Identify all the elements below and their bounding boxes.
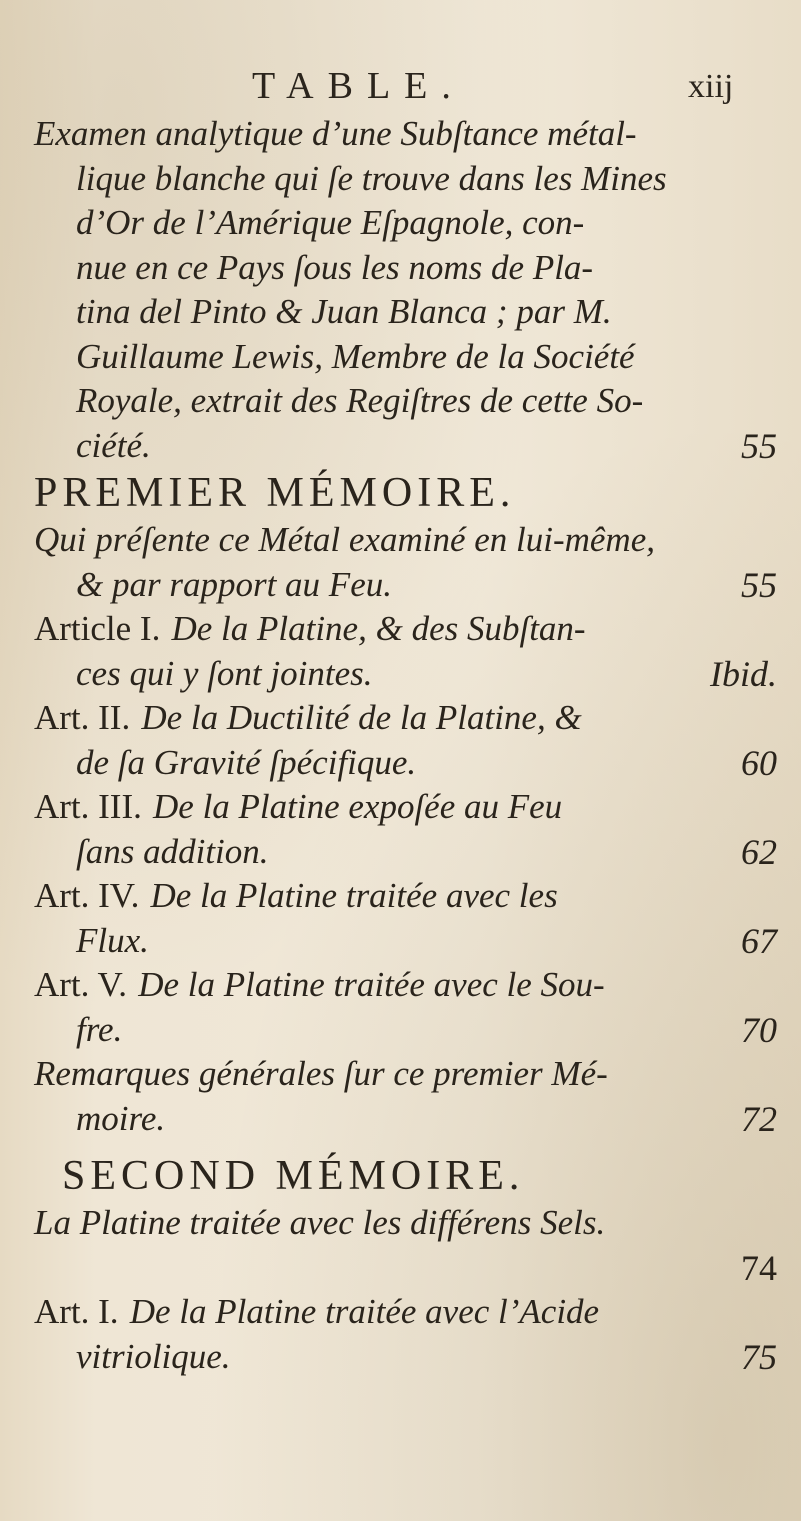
toc-entry-memoir1-intro [0, 518, 801, 607]
entry-line-text: ciété. [76, 425, 151, 465]
entry-page-number: 74 [741, 1247, 777, 1288]
entry-line-text: De la Platine traitée avec l’Acide [129, 1292, 600, 1331]
entry-line: Examen analytique d’une Subſtance métal- [34, 114, 637, 153]
toc-entry-article-5 [0, 963, 801, 1052]
toc-entry-article-1 [0, 607, 801, 696]
entry-line-text: De la Ductilité de la Platine, & [141, 698, 582, 737]
entry-page-number: 55 [741, 564, 777, 605]
entry-page-number: 75 [741, 1336, 777, 1377]
toc-entry-memoir2-article-1 [0, 1290, 801, 1379]
entry-line: Royale, extrait des Regiſtres de cette So- [76, 381, 644, 420]
entry-page-number: 67 [741, 920, 777, 961]
entry-line [0, 963, 801, 1008]
entry-page-number: 62 [741, 831, 777, 872]
memoir-heading-first: PREMIER MÉMOIRE. [34, 470, 516, 516]
entry-page-number: 55 [741, 425, 777, 466]
entry-page-number: 72 [741, 1098, 777, 1139]
article-label: Article I. [34, 609, 161, 648]
entry-line-text: De la Platine, & des Subſtan- [171, 609, 586, 648]
entry-line-text: fre. [76, 1009, 123, 1049]
entry-line [0, 830, 801, 875]
entry-line: tina del Pinto & Juan Blanca ; par M. [76, 292, 612, 331]
entry-line: d’Or de l’Amérique Eſpagnole, con- [76, 203, 585, 242]
entry-line-text: & par rapport au Feu. [76, 564, 392, 604]
toc-entry-article-2 [0, 696, 801, 785]
entry-page-number: 70 [741, 1009, 777, 1050]
running-title: TABLE. [252, 65, 465, 107]
entry-line-text: Flux. [76, 920, 149, 960]
entry-line-text: de ſa Gravité ſpécifique. [76, 742, 417, 782]
entry-line: La Platine traitée avec les différens Sels. [34, 1203, 606, 1242]
entry-line [0, 1097, 801, 1142]
article-label: Art. II. [34, 698, 131, 737]
memoir-heading-second: SECOND MÉMOIRE. [62, 1153, 525, 1199]
entry-line [0, 919, 801, 964]
entry-page-number: 60 [741, 742, 777, 783]
entry-line [0, 424, 801, 469]
entry-line [0, 696, 801, 741]
page-number: xiij [688, 68, 734, 105]
entry-line [0, 741, 801, 786]
entry-line [0, 1290, 801, 1335]
entry-line [0, 563, 801, 608]
entry-page-number: Ibid. [710, 653, 777, 694]
entry-line-text: De la Platine traitée avec le Sou- [138, 965, 605, 1004]
entry-line-text: De la Platine expoſée au Feu [153, 787, 563, 826]
toc-entry-memoir2-intro [0, 1201, 801, 1290]
article-label: Art. IV. [34, 876, 140, 915]
article-label: Art. III. [34, 787, 142, 826]
entry-line [0, 1335, 801, 1380]
entry-line: Remarques générales ſur ce premier Mé- [34, 1054, 608, 1093]
entry-line [0, 1246, 801, 1291]
entry-line [0, 874, 801, 919]
toc-entry-article-3 [0, 785, 801, 874]
entry-line [0, 652, 801, 697]
entry-line [0, 607, 801, 652]
article-label: Art. I. [34, 1292, 119, 1331]
entry-line-text: ces qui y ſont jointes. [76, 653, 373, 693]
toc-entry-article-4 [0, 874, 801, 963]
entry-line-text: moire. [76, 1098, 166, 1138]
article-label: Art. V. [34, 965, 128, 1004]
entry-line: nue en ce Pays ſous les noms de Pla- [76, 247, 594, 287]
entry-line-text: vitriolique. [76, 1336, 231, 1376]
entry-line: lique blanche qui ſe trouve dans les Mines [76, 158, 667, 198]
toc-entry-remarques [0, 1052, 801, 1141]
entry-line: Guillaume Lewis, Membre de la Société [76, 336, 635, 376]
page-header [0, 64, 801, 112]
entry-line [0, 785, 801, 830]
table-of-contents [0, 112, 801, 1379]
entry-line: Qui préſente ce Métal examiné en lui-même, [34, 520, 655, 559]
entry-line-text: De la Platine traitée avec les [150, 876, 558, 915]
entry-line-text: ſans addition. [76, 831, 269, 871]
toc-entry-examen [0, 112, 801, 468]
entry-line [0, 1008, 801, 1053]
